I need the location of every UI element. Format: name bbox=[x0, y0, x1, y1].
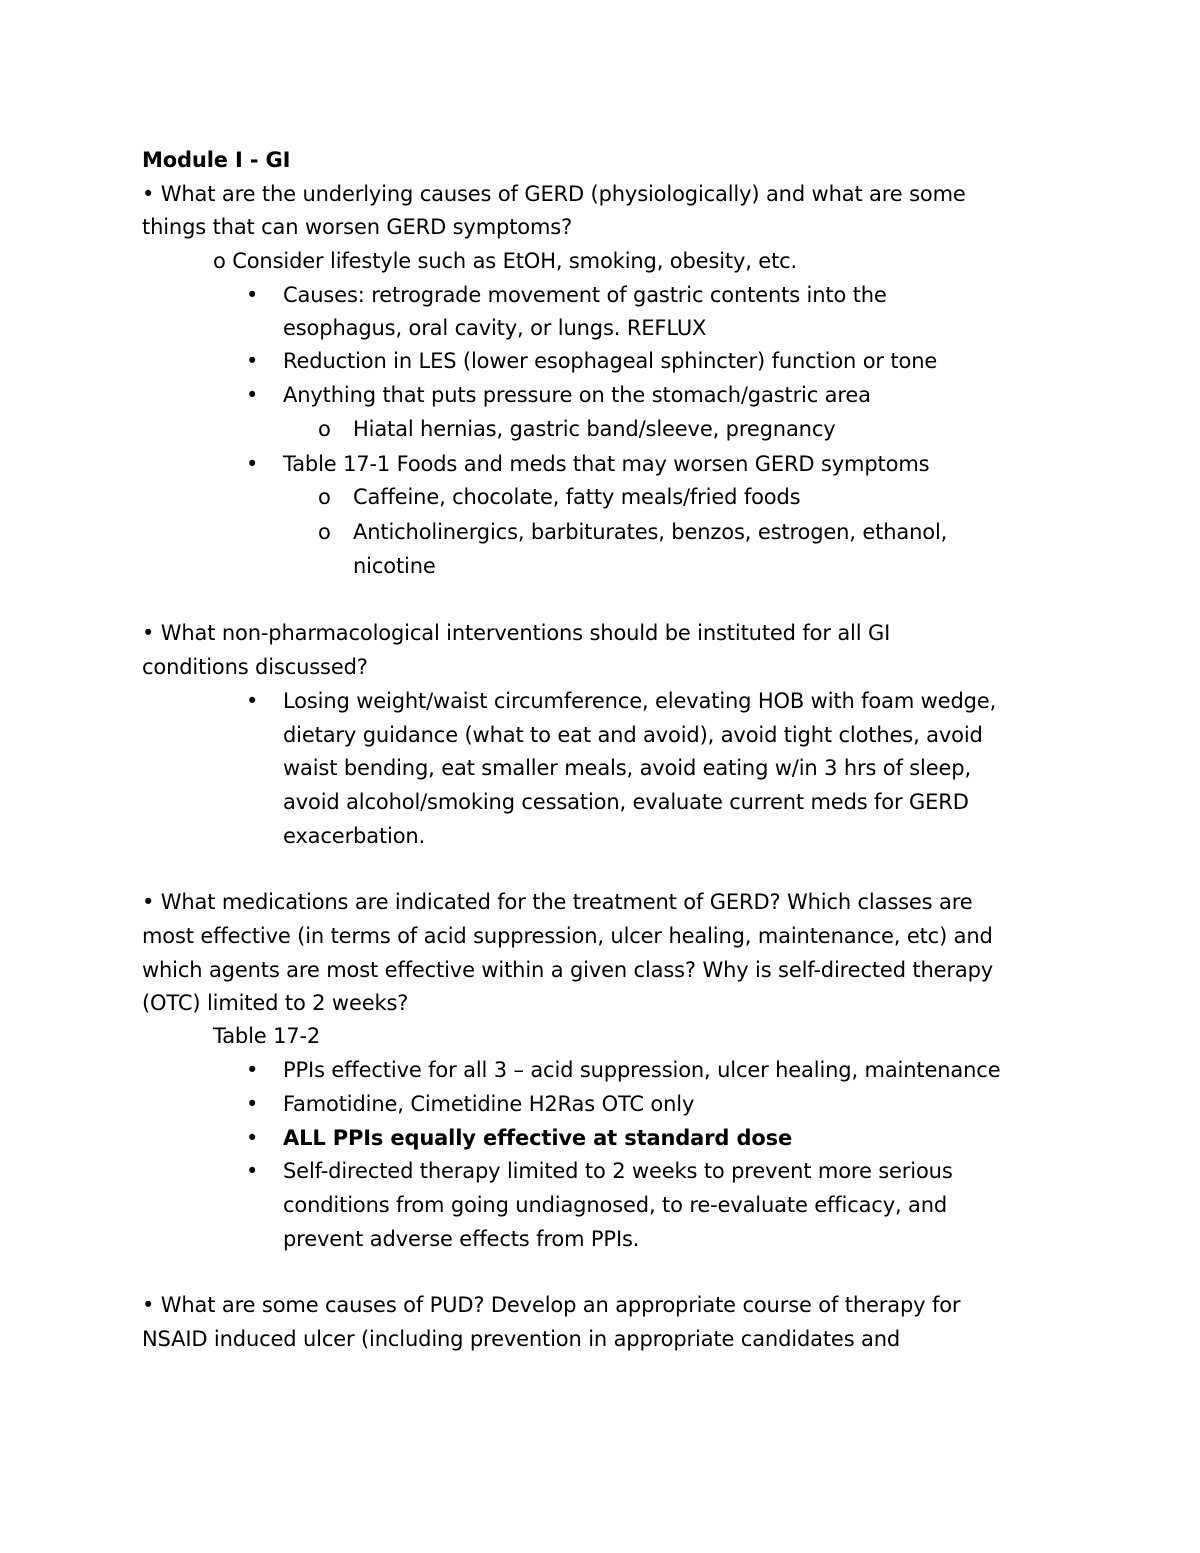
bullet-marker: • bbox=[246, 349, 259, 373]
q2-bullet-1-line-1: Losing weight/waist circumference, elevating HOB with foam wedge, bbox=[283, 689, 997, 713]
q3-bullet-4-line-1: Self-directed therapy limited to 2 weeks to prevent more serious bbox=[283, 1159, 953, 1183]
question-3-line-1: • What medications are indicated for the treatment of GERD? Which classes are bbox=[142, 890, 973, 914]
q3-bullet-2: Famotidine, Cimetidine H2Ras OTC only bbox=[283, 1092, 695, 1116]
q1-bullet-2: Reduction in LES (lower esophageal sphincter) function or tone bbox=[283, 349, 938, 373]
q2-bullet-1-line-5: exacerbation. bbox=[283, 824, 426, 848]
q3-bullet-4-line-3: prevent adverse effects from PPIs. bbox=[283, 1227, 640, 1251]
q3-table-reference: Table 17-2 bbox=[213, 1024, 321, 1048]
question-4-line-2: NSAID induced ulcer (including prevention in appropriate candidates and bbox=[142, 1327, 901, 1351]
bullet-marker: • bbox=[246, 1159, 259, 1183]
question-4-line-1: • What are some causes of PUD? Develop an appropriate course of therapy for bbox=[142, 1293, 961, 1317]
question-3-line-3: which agents are most effective within a given class? Why is self-directed therapy bbox=[142, 958, 994, 982]
q1-bullet-4-sub-2-line-1: Anticholinergics, barbiturates, benzos, estrogen, ethanol, bbox=[353, 520, 948, 544]
question-1-sub-note: o Consider lifestyle such as EtOH, smoking, obesity, etc. bbox=[213, 249, 798, 273]
bullet-marker: • bbox=[246, 383, 259, 407]
sub-bullet-marker: o bbox=[318, 417, 331, 441]
bullet-marker: • bbox=[246, 1126, 259, 1150]
q1-bullet-4-sub-2-line-2: nicotine bbox=[353, 554, 436, 578]
question-3-line-4: (OTC) limited to 2 weeks? bbox=[142, 991, 409, 1015]
question-1-line-1: • What are the underlying causes of GERD (physiologically) and what are some bbox=[142, 182, 966, 206]
q3-bullet-3: ALL PPIs equally effective at standard dose bbox=[283, 1126, 793, 1150]
question-3-line-2: most effective (in terms of acid suppression, ulcer healing, maintenance, etc) and bbox=[142, 924, 993, 948]
bullet-marker: • bbox=[246, 689, 259, 713]
q1-bullet-3: Anything that puts pressure on the stomach/gastric area bbox=[283, 383, 871, 407]
question-2-line-2: conditions discussed? bbox=[142, 655, 368, 679]
question-2-line-1: • What non-pharmacological interventions should be instituted for all GI bbox=[142, 621, 891, 645]
bullet-marker: • bbox=[246, 1058, 259, 1082]
bullet-marker: • bbox=[246, 452, 259, 476]
sub-bullet-marker: o bbox=[318, 485, 331, 509]
sub-bullet-marker: o bbox=[318, 520, 331, 544]
question-1-line-2: things that can worsen GERD symptoms? bbox=[142, 215, 573, 239]
q2-bullet-1-line-2: dietary guidance (what to eat and avoid), avoid tight clothes, avoid bbox=[283, 723, 983, 747]
page-title: Module I - GI bbox=[142, 148, 291, 172]
bullet-marker: • bbox=[246, 1092, 259, 1116]
bullet-marker: • bbox=[246, 283, 259, 307]
q1-bullet-1-line-1: Causes: retrograde movement of gastric contents into the bbox=[283, 283, 887, 307]
q1-bullet-3-sub-1: Hiatal hernias, gastric band/sleeve, pregnancy bbox=[353, 417, 836, 441]
q2-bullet-1-line-4: avoid alcohol/smoking cessation, evaluate current meds for GERD bbox=[283, 790, 969, 814]
q1-bullet-1-line-2: esophagus, oral cavity, or lungs. REFLUX bbox=[283, 316, 707, 340]
q3-bullet-4-line-2: conditions from going undiagnosed, to re-evaluate efficacy, and bbox=[283, 1193, 948, 1217]
q1-bullet-4-sub-1: Caffeine, chocolate, fatty meals/fried foods bbox=[353, 485, 801, 509]
q2-bullet-1-line-3: waist bending, eat smaller meals, avoid eating w/in 3 hrs of sleep, bbox=[283, 756, 971, 780]
q1-bullet-4: Table 17-1 Foods and meds that may worsen GERD symptoms bbox=[283, 452, 930, 476]
q3-bullet-1: PPIs effective for all 3 – acid suppression, ulcer healing, maintenance bbox=[283, 1058, 1001, 1082]
